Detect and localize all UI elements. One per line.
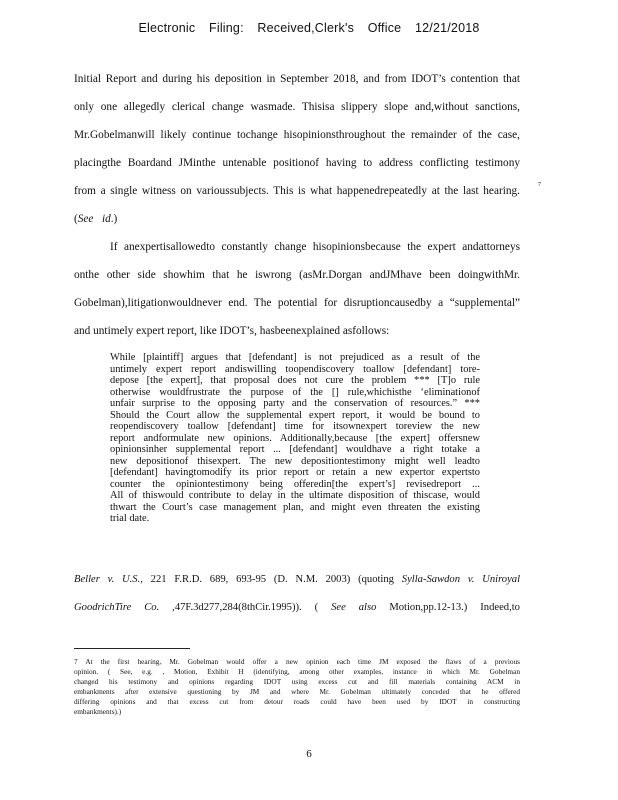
footnote-line: differing opinions and that excess cut from detour roads could have been used by IDOT in constructing: [74, 697, 520, 706]
footnote-line: 7 At the first hearing, Mr. Gobelman would offer a new opinion each time JM exposed the flaws of a previous: [74, 657, 520, 666]
text-line: from a single witness on varioussubjects. This is what happenedrepeatedly at the last hearing.: [74, 185, 520, 197]
footnote-divider: [74, 648, 190, 649]
text-line: onthe other side showhim that he iswrong (asMr.Dorgan andJMhave been doingwithMr.: [74, 269, 520, 281]
case-name: Beller v. U.S.,: [74, 574, 143, 585]
footnote-line: embankments).): [74, 707, 122, 716]
quote-line: thwart the Court’s case management plan, and might even threaten the existing: [110, 501, 480, 513]
versus: v.: [467, 574, 475, 585]
reporter-cite: ,47F.3d277,284(8thCir.1995)).: [172, 602, 302, 613]
case-name: Uniroyal: [482, 574, 521, 585]
quote-line: Should the Court allow the supplemental expert report, it would be bound to: [110, 409, 480, 421]
quote-line: new depositionof thisexpert. The new depositiontestimony might well leadto: [110, 455, 480, 467]
quote-line: report andformulate new opinions. Additionally,because [the expert] offersnew: [110, 432, 480, 444]
see-id-reference: [74, 212, 117, 226]
text-line: Initial Report and during his deposition in September 2018, and from IDOT’s contention that: [74, 73, 520, 85]
quote-line: opinionsinher supplemental report ... [defendant] wouldhave a right totake a: [110, 444, 480, 455]
open-paren: (: [314, 602, 319, 613]
text-line: placingthe Boardand JMinthe untenable positionof having to address conflicting testimony: [74, 157, 520, 169]
quote-line: [defendant] havingtomodify its prior report or retain a new expertor expertsto: [110, 467, 480, 478]
motion-cite: Motion,pp.12-13.): [389, 602, 468, 613]
quote-line: counter the opiniontestimony being offeredin[the expert’s] revisedreport ...: [110, 478, 480, 490]
continuation-text: Indeed,to: [480, 602, 520, 613]
footnote-marker: 7: [538, 182, 541, 188]
reporter-cite: 221 F.R.D. 689, 693-95 (D. N.M. 2003) (quoting: [150, 574, 394, 585]
case-name: Sylla-Sawdon: [401, 574, 461, 585]
quote-line: While [plaintiff] argues that [defendant] is not prejudiced as a result of the: [110, 352, 480, 363]
text-line: Mr.Gobelmanwill likely continue tochange hisopinionsthroughout the remainder of the case,: [74, 129, 520, 141]
quote-line: untimely expert report andiswilling toopendiscovery toallow [defendant] tore-: [110, 363, 480, 375]
footnote-line: opinion. ( See, e.g. , Motion, Exhibit H (identifying, among other examples, instance in which Mr. Gobelman: [74, 667, 520, 676]
quote-line: All of thiswould contribute to delay in the ultimate disposition of thiscase, would: [110, 490, 480, 501]
quote-line: depose [the expert], that proposal does not cure the problem *** [T]o rule: [110, 375, 480, 386]
text-line: and untimely expert report, like IDOT’s, hasbeenexplained asfollows:: [74, 325, 390, 337]
citation-line: [74, 573, 520, 587]
quote-line: reopendiscovery toallow [defendant] time for itsownexpert toreview the new: [110, 421, 480, 432]
open-paren: (: [74, 213, 78, 225]
case-name: GoodrichTire Co.: [74, 602, 160, 613]
quote-line: otherwise wouldfrustrate the purpose of the [] rule,whichisthe ‘eliminationof: [110, 386, 480, 398]
see-signal: See: [77, 213, 94, 225]
text-line: Gobelman),litigationwouldnever end. The potential for disruptioncausedby a “supplemental”: [74, 297, 520, 309]
filing-header: Electronic Filing: Received,Clerk's Office 12/21/2018: [138, 21, 480, 35]
close-paren: .): [110, 213, 118, 225]
id-signal: id: [101, 213, 111, 225]
footnote-line: embankments after extensive questioning by JM and where Mr. Gobelman ultimately conceded that he offered: [74, 687, 520, 696]
citation-line: [74, 601, 520, 615]
quote-line: trial date.: [110, 513, 150, 524]
footnote-line: changed his testimony and opinions regarding IDOT using excess cut and fill materials containing ACM in: [74, 677, 520, 686]
text-line: only one allegedly clerical change wasmade. Thisisa slippery slope and,without sanctions,: [74, 101, 520, 113]
text-line: If anexpertisallowedto constantly change hisopinionsbecause the expert andattorneys: [110, 241, 520, 253]
page-number: 6: [306, 748, 312, 760]
see-also-signal: See also: [331, 602, 377, 613]
quote-line: unfair surprise to the opposing party and the conservation of resources.” ***: [110, 398, 480, 409]
